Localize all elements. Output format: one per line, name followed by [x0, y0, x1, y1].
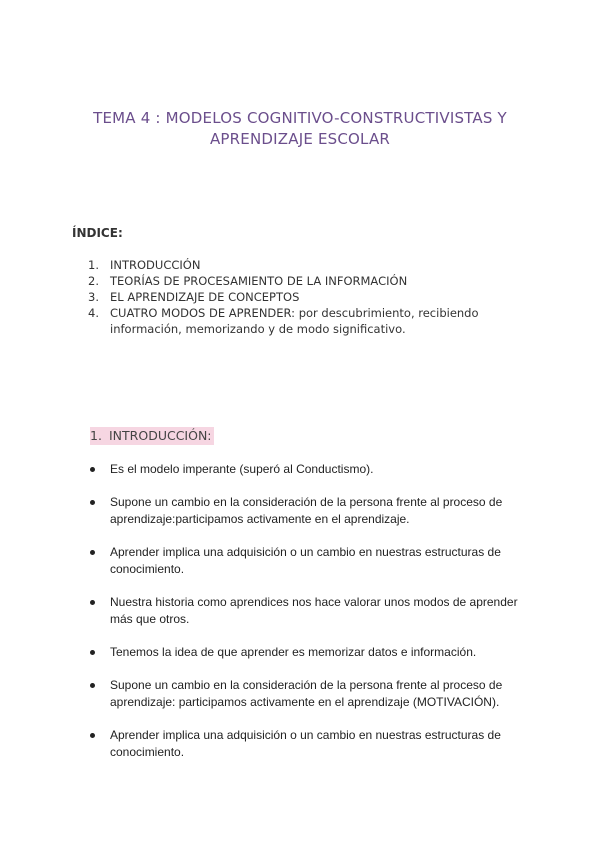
document-title — [60, 108, 540, 150]
list-item — [90, 544, 530, 578]
index-heading: ÍNDICE: — [72, 226, 123, 240]
list-item-text: Supone un cambio en la consideración de la persona frente al proceso de aprendizaje: participamos activamente en el aprendizaje (MOTIVACIÓN). — [110, 678, 503, 709]
title-line-2: APRENDIZAJE ESCOLAR — [209, 130, 391, 148]
index-item-number: 4. — [88, 306, 99, 320]
list-item — [90, 461, 530, 478]
index-item — [88, 289, 538, 305]
index-item-number: 2. — [88, 274, 99, 288]
index-item-description: por descubrimiento, recibiendo información, memorizando y de modo significativo. — [110, 306, 479, 336]
list-item — [90, 644, 530, 661]
bullet-dot-icon — [90, 683, 95, 688]
index-item — [88, 305, 538, 337]
list-item-text: Es el modelo imperante (superó al Conductismo). — [110, 462, 374, 476]
index-item-number: 3. — [88, 290, 99, 304]
index-item-text — [110, 257, 200, 273]
list-item-text: Tenemos la idea de que aprender es memorizar datos e información. — [110, 645, 477, 659]
index-item-text — [110, 305, 538, 337]
list-item-text: Aprender implica una adquisición o un cambio en nuestras estructuras de conocimiento. — [110, 545, 501, 576]
list-item — [90, 727, 530, 761]
bullet-dot-icon — [90, 550, 95, 555]
index-item-text — [110, 273, 407, 289]
index-item-label: INTRODUCCIÓN — [110, 258, 201, 272]
list-item-text: Aprender implica una adquisición o un cambio en nuestras estructuras de conocimiento. — [110, 728, 501, 759]
index-list — [88, 257, 538, 337]
index-item — [88, 273, 538, 289]
bullet-dot-icon — [90, 650, 95, 655]
index-item-label: TEORÍAS DE PROCESAMIENTO DE LA INFORMACIÓN — [110, 274, 408, 288]
index-item-label: EL APRENDIZAJE DE CONCEPTOS — [110, 290, 300, 304]
index-item-label: CUATRO MODOS DE APRENDER: — [110, 306, 296, 320]
section-heading — [90, 427, 214, 445]
bullet-dot-icon — [90, 733, 95, 738]
index-item-number: 1. — [88, 258, 99, 272]
index-item-text — [110, 289, 299, 305]
list-item — [90, 494, 530, 528]
bullet-dot-icon — [90, 600, 95, 605]
list-item-text: Supone un cambio en la consideración de la persona frente al proceso de aprendizaje:participamos activamente en el aprendizaje. — [110, 495, 503, 526]
bullet-dot-icon — [90, 467, 95, 472]
list-item — [90, 677, 530, 711]
title-line-1: TEMA 4 : MODELOS COGNITIVO-CONSTRUCTIVISTAS Y — [93, 109, 507, 127]
bullet-dot-icon — [90, 500, 95, 505]
index-item — [88, 257, 538, 273]
list-item — [90, 594, 530, 628]
bullet-list — [90, 461, 530, 777]
section-number: 1. — [90, 428, 102, 443]
section-title: INTRODUCCIÓN: — [109, 428, 212, 443]
list-item-text: Nuestra historia como aprendices nos hace valorar unos modos de aprender más que otros. — [110, 595, 518, 626]
